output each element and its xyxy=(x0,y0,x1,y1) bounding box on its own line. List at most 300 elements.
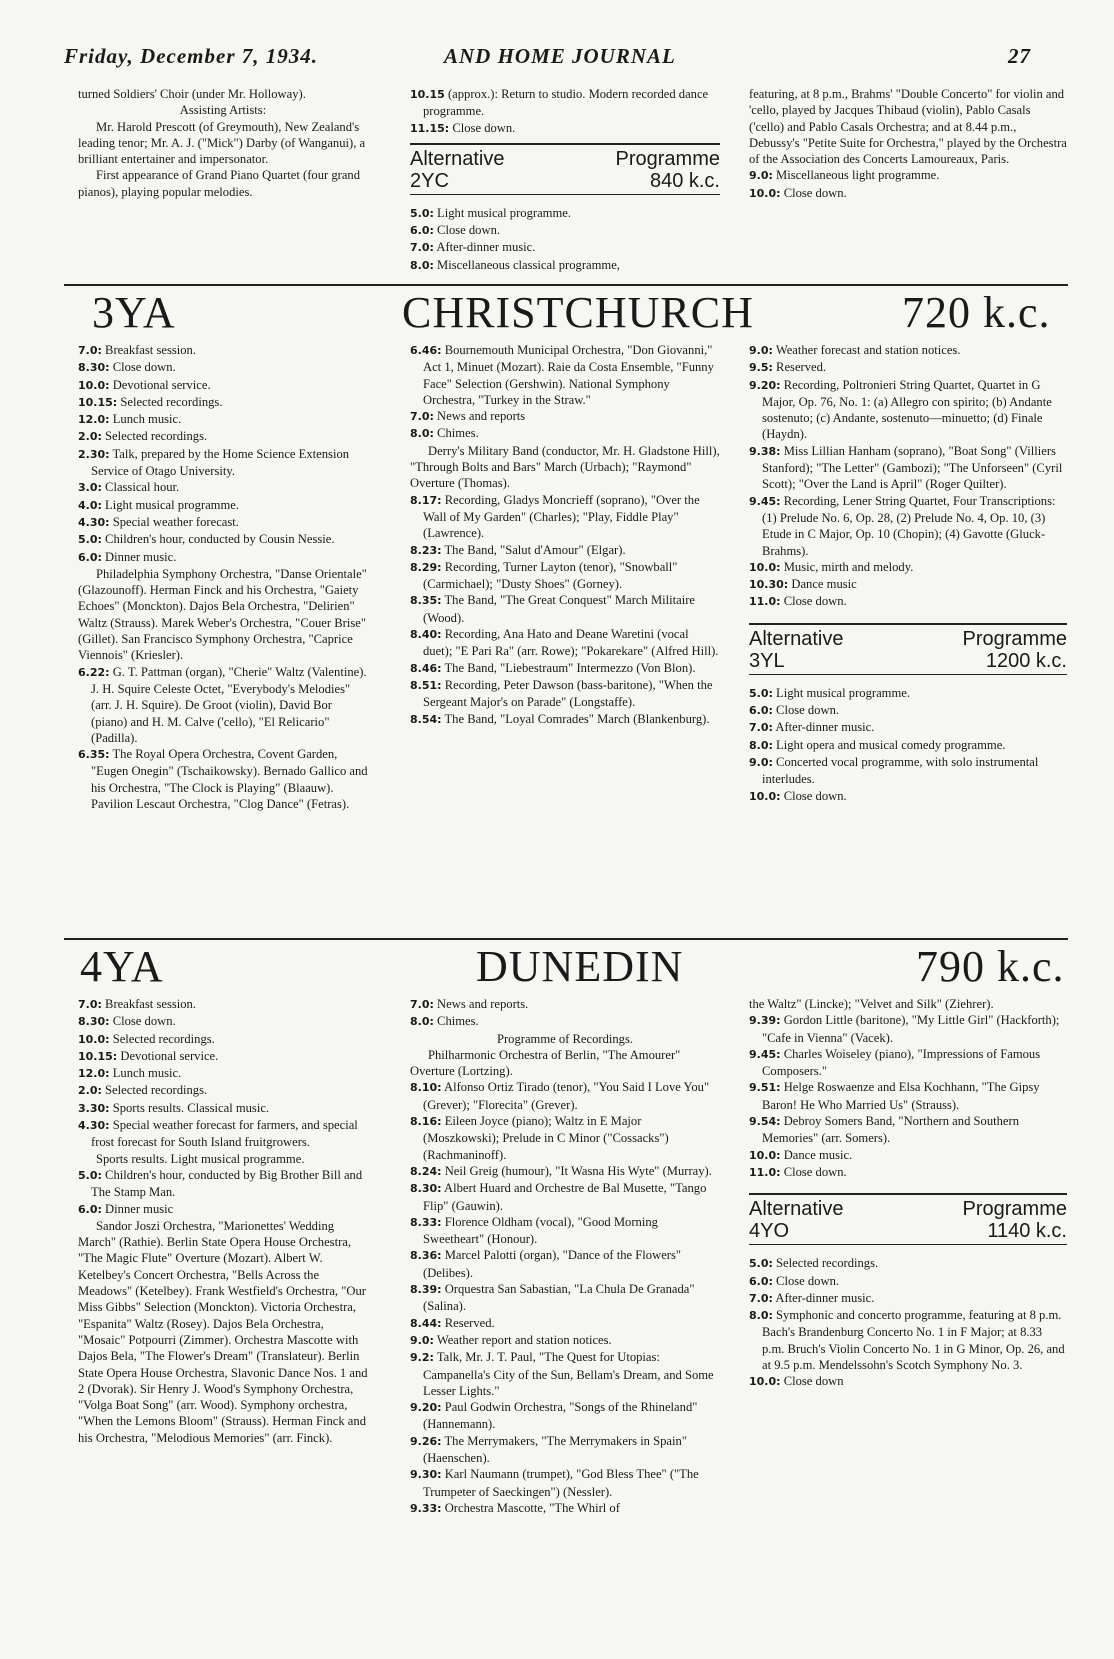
entry-time: 7.0: xyxy=(749,1291,773,1305)
entry-text: Close down. xyxy=(452,120,516,135)
station-callsign-4ya: 4YA xyxy=(80,942,164,991)
entry-text: Light opera and musical comedy programme. xyxy=(776,737,1006,752)
entry-time: 3.0: xyxy=(78,481,102,495)
entry-text: Charles Woiseley (piano), "Impressions of Famous Composers." xyxy=(762,1046,1041,1079)
entry-text: Recording, Lener String Quartet, Four Transcriptions: (1) Prelude No. 6, Op. 28, (2) Prelude No. 4, Op. 10, (3) Etude in C Major, Op. 10 (Chopin); (4) Gavotte (Gluck-Brahms). xyxy=(762,493,1056,558)
alt-station: 3YL xyxy=(749,649,785,672)
entry-text: Albert Huard and Orchestre de Bal Musette, "Tango Flip" (Gauwin). xyxy=(423,1181,707,1213)
entry-time: 8.35: xyxy=(410,594,442,608)
entry-text: Miscellaneous light programme. xyxy=(776,168,940,183)
entry-time: 2.30: xyxy=(78,447,110,461)
entry-time: 8.0: xyxy=(410,1015,434,1029)
entry-time: 5.0: xyxy=(78,533,102,547)
programme-entry xyxy=(410,626,720,660)
programme-entry xyxy=(410,1113,720,1163)
programme-entry xyxy=(749,359,1067,376)
programme-entry xyxy=(78,394,368,411)
entry-text: Debroy Somers Band, "Northern and Southern Memories" (arr. Somers). xyxy=(762,1114,1019,1146)
entry-time: 9.51: xyxy=(749,1081,781,1095)
entry-time: 5.0: xyxy=(749,1257,773,1271)
entry-time: 11.0: xyxy=(749,595,781,609)
entry-text: The Merrymakers, "The Merrymakers in Spain" (Haenschen). xyxy=(423,1433,687,1466)
entry-time: 9.38: xyxy=(749,444,781,458)
entry-time: 9.26: xyxy=(410,1434,442,1448)
entry-text: News and reports. xyxy=(437,997,529,1011)
entry-time: 8.46: xyxy=(410,661,442,675)
programme-entry xyxy=(410,1315,720,1332)
entry-text: Breakfast session. xyxy=(105,997,196,1011)
programme-entry xyxy=(78,497,368,514)
programme-entry xyxy=(749,559,1067,576)
programme-entry xyxy=(78,1151,368,1167)
entry-time: 8.30: xyxy=(410,1182,442,1196)
entry-time: 4.30: xyxy=(78,1119,110,1133)
programme-entry xyxy=(78,377,368,394)
alt-frequency: 840 k.c. xyxy=(649,169,720,192)
top-column-3 xyxy=(749,86,1067,202)
programme-entry xyxy=(78,102,368,118)
journal-title: AND HOME JOURNAL xyxy=(444,44,676,68)
entry-time: 8.10: xyxy=(410,1081,442,1095)
entry-time: 6.22: xyxy=(78,665,110,679)
alt-3yl-listings xyxy=(749,685,1067,805)
programme-entry xyxy=(749,685,1067,702)
alt-label: Alternative xyxy=(749,1198,844,1221)
entry-text: Dance music xyxy=(791,577,857,592)
programme-entry xyxy=(78,1013,368,1030)
entry-time: 6.0: xyxy=(749,1274,773,1288)
entry-text: After-dinner music. xyxy=(775,1290,875,1305)
entry-time: 8.0: xyxy=(410,427,434,441)
entry-time: 8.39: xyxy=(410,1283,442,1297)
entry-time: 6.35: xyxy=(78,748,110,762)
entry-time: 3.30: xyxy=(78,1101,110,1115)
programme-entry xyxy=(749,593,1067,610)
entry-time: 10.15: xyxy=(78,395,118,409)
programme-entry xyxy=(749,1147,1067,1164)
entry-time: 6.46: xyxy=(410,344,442,357)
entry-text: First appearance of Grand Piano Quartet (four grand pianos), playing popular melodies. xyxy=(78,168,361,199)
entry-time: 6.0: xyxy=(410,224,434,238)
entry-time: 7.0: xyxy=(78,344,102,357)
alt-frequency: 1140 k.c. xyxy=(987,1220,1067,1243)
entry-time: 9.39: xyxy=(749,1014,781,1028)
frequency-790: 790 k.c. xyxy=(916,942,1065,991)
programme-entry xyxy=(78,1048,368,1065)
christchurch-late-listings xyxy=(749,342,1067,611)
programme-entry xyxy=(78,411,368,428)
entry-time: 8.33: xyxy=(410,1215,442,1229)
alt-label: Alternative xyxy=(749,627,844,650)
entry-text: Recording, Ana Hato and Deane Waretini (vocal duet); "E Pari Ra" (arr. Rowe); "Pokarekare" (Alfred Hill). xyxy=(423,627,719,659)
alt-frequency: 1200 k.c. xyxy=(985,649,1067,672)
entry-text: Close down. xyxy=(776,703,840,718)
programme-entry xyxy=(410,1399,720,1433)
entry-time: 11.15: xyxy=(410,121,450,135)
entry-text: Marcel Palotti (organ), "Dance of the Flowers" (Delibes). xyxy=(423,1248,682,1280)
entry-time: 8.51: xyxy=(410,678,442,692)
entry-text: Talk, prepared by the Home Science Extension Service of Otago University. xyxy=(91,446,350,479)
entry-text: After-dinner music. xyxy=(775,720,875,735)
programme-entry xyxy=(749,1255,1067,1272)
programme-entry xyxy=(410,1433,720,1467)
programme-entry xyxy=(410,1031,720,1047)
programme-entry xyxy=(749,342,1067,359)
entry-text: Helge Roswaenze and Elsa Kochhann, "The Gipsy Baron! He Who Married Us" (Strauss). xyxy=(762,1080,1040,1112)
entry-text: After-dinner music. xyxy=(436,240,536,255)
programme-entry xyxy=(410,1180,720,1214)
dunedin-column-1 xyxy=(78,996,368,1446)
entry-text: the Waltz" (Lincke); "Velvet and Silk" (Ziehrer). xyxy=(749,997,994,1011)
entry-time: 10.30: xyxy=(749,578,789,592)
programme-entry xyxy=(78,1031,368,1048)
entry-text: Programme of Recordings. xyxy=(496,1031,634,1046)
programme-entry xyxy=(78,167,368,200)
programme-entry xyxy=(410,1013,720,1030)
programme-entry xyxy=(410,120,720,137)
entry-time: 10.15 xyxy=(410,88,445,101)
programme-entry xyxy=(410,711,720,728)
programme-entry xyxy=(410,677,720,711)
entry-text: Close down. xyxy=(112,360,176,375)
entry-text: Close down. xyxy=(783,185,847,200)
alt-programme-2yc xyxy=(410,143,720,195)
entry-time: 12.0: xyxy=(78,1067,110,1081)
top-col2-listings xyxy=(410,86,720,137)
programme-entry xyxy=(410,408,720,425)
programme-entry xyxy=(410,86,720,120)
programme-entry xyxy=(749,1290,1067,1307)
programme-entry xyxy=(410,205,720,222)
entry-time: 8.30: xyxy=(78,1015,110,1029)
programme-entry xyxy=(410,1466,720,1500)
entry-time: 11.0: xyxy=(749,1165,781,1179)
entry-text: Selected recordings. xyxy=(120,394,223,409)
entry-text: Close down. xyxy=(437,223,501,238)
programme-entry xyxy=(78,1218,368,1446)
programme-entry xyxy=(78,1201,368,1218)
entry-text: Miscellaneous classical programme, xyxy=(437,257,620,272)
entry-time: 7.0: xyxy=(410,998,434,1011)
entry-time: 4.0: xyxy=(78,498,102,512)
entry-time: 8.40: xyxy=(410,628,442,642)
entry-text: Karl Naumann (trumpet), "God Bless Thee" ("The Trumpeter of Saeckingen") (Nessler). xyxy=(423,1467,699,1499)
programme-entry xyxy=(78,531,368,548)
entry-text: Recording, Poltronieri String Quartet, Quartet in G Major, Op. 76, No. 1: (a) Allegro con spirito; (b) Andante sostenuto; (c) Andante, sostenuto—minuetto; (d) Finale (Haydn). xyxy=(762,377,1052,442)
entry-text: The Band, "The Great Conquest" March Militaire (Wood). xyxy=(423,593,696,625)
entry-text: Close down. xyxy=(783,1164,847,1179)
entry-time: 10.0: xyxy=(749,789,781,803)
programme-entry xyxy=(410,1349,720,1399)
programme-entry xyxy=(410,1047,720,1080)
page-header xyxy=(64,44,1068,70)
programme-entry xyxy=(410,559,720,593)
entry-text: Reserved. xyxy=(776,360,827,375)
entry-time: 9.20: xyxy=(749,378,781,392)
entry-time: 8.0: xyxy=(749,1309,773,1323)
programme-entry xyxy=(410,996,720,1013)
entry-text: Selected recordings. xyxy=(105,429,208,444)
programme-entry xyxy=(78,446,368,480)
top-column-1 xyxy=(78,86,368,200)
alt-station: 4YO xyxy=(749,1220,790,1243)
programme-entry xyxy=(78,86,368,102)
entry-text: Close down. xyxy=(783,788,847,803)
section-rule xyxy=(64,284,1068,286)
issue-date: Friday, December 7, 1934. xyxy=(64,44,319,68)
entry-time: 9.0: xyxy=(749,344,773,357)
entry-text: Orchestra Mascotte, "The Whirl of xyxy=(444,1500,620,1515)
entry-text: Light musical programme. xyxy=(437,205,571,220)
entry-text: Miss Lillian Hanham (soprano), "Boat Song" (Villiers Stanford); "The Letter" (Gambozi); "The Unforseen" (Cyril Scott); "Over the Land is April" (Roger Quilter). xyxy=(762,443,1063,492)
entry-time: 10.0: xyxy=(78,1032,110,1046)
entry-time: 10.0: xyxy=(749,1375,781,1389)
entry-text: Selected recordings. xyxy=(776,1256,879,1271)
programme-entry xyxy=(410,443,720,492)
entry-text: Chimes. xyxy=(437,426,479,441)
dunedin-column-3 xyxy=(749,996,1067,1391)
programme-entry xyxy=(78,342,368,359)
dunedin-late-listings xyxy=(749,996,1067,1181)
entry-time: 6.0: xyxy=(78,1202,102,1216)
entry-time: 8.0: xyxy=(410,258,434,272)
entry-time: 10.0: xyxy=(749,560,781,574)
entry-text: Talk, Mr. J. T. Paul, "The Quest for Utopias: Campanella's City of the Sun, Bellam's Dream, and Some Lesser Lights." xyxy=(423,1350,714,1398)
entry-text: Philadelphia Symphony Orchestra, "Danse Orientale" (Glazounoff). Herman Finck and his Orchestra, "Gaiety Echoes" (Monckton). Dajos Bela Orchestra, "Delirien" Waltz (Strauss). Marek Weber's Orchestra, "Couer Brise" (Gillet). San Francisco Symphony Orchestra, "Caprice Viennois" (Kriesler). xyxy=(78,566,367,663)
entry-time: 9.0: xyxy=(749,755,773,769)
entry-text: Breakfast session. xyxy=(105,343,196,357)
entry-text: G. T. Pattman (organ), "Cherie" Waltz (Valentine). J. H. Squire Celeste Octet, "Everybody's Melodies" (arr. J. H. Squire). De Groot (violin), David Bor (piano) and H. M. Calve ('cello), "El Relicario" (Padilla). xyxy=(91,664,367,745)
entry-text: Devotional service. xyxy=(120,1048,219,1063)
entry-time: 9.45: xyxy=(749,1047,781,1061)
programme-entry xyxy=(749,1373,1067,1390)
entry-time: 8.0: xyxy=(749,738,773,752)
entry-text: Symphonic and concerto programme, featuring at 8 p.m. Bach's Brandenburg Concerto No. 1 in F Major; at 8.33 p.m. Bruch's Violin Concerto No. 1 in G Minor, Op. 26, and at 9.5 p.m. Mendelssohn's Scotch Symphony No. 3. xyxy=(762,1308,1065,1373)
alt-station: 2YC xyxy=(410,169,449,192)
entry-time: 8.16: xyxy=(410,1115,442,1129)
programme-entry xyxy=(410,542,720,559)
entry-time: 8.17: xyxy=(410,493,442,507)
programme-entry xyxy=(749,1046,1067,1080)
programme-entry xyxy=(410,1163,720,1180)
entry-time: 8.36: xyxy=(410,1249,442,1263)
entry-text: Devotional service. xyxy=(112,377,211,392)
entry-text: Selected recordings. xyxy=(105,1083,208,1098)
entry-time: 7.0: xyxy=(78,998,102,1011)
entry-text: Bournemouth Municipal Orchestra, "Don Giovanni," Act 1, Minuet (Mozart). Raie da Costa Ensemble, "Funny Face" Selection (Gershwin). National Symphony Orchestra, "Turkey in the Straw." xyxy=(423,343,714,407)
entry-text: Alfonso Ortiz Tirado (tenor), "You Said I Love You" (Grever); "Florecita" (Grever). xyxy=(423,1080,710,1112)
entry-text: Selected recordings. xyxy=(112,1031,215,1046)
entry-time: 10.0: xyxy=(749,186,781,200)
programme-entry xyxy=(410,1214,720,1248)
programme-entry xyxy=(749,754,1067,788)
entry-time: 8.54: xyxy=(410,712,442,726)
programme-entry xyxy=(78,1167,368,1201)
programme-entry xyxy=(749,702,1067,719)
entry-text: Dance music. xyxy=(783,1147,853,1162)
entry-time: 9.30: xyxy=(410,1468,442,1482)
programme-entry xyxy=(78,1065,368,1082)
entry-text: Classical hour. xyxy=(105,480,180,495)
entry-time: 8.23: xyxy=(410,543,442,557)
entry-text: Children's hour, conducted by Big Brother Bill and The Stamp Man. xyxy=(91,1167,363,1200)
entry-text: (approx.): Return to studio. Modern recorded dance programme. xyxy=(423,87,709,119)
entry-time: 10.15: xyxy=(78,1049,118,1063)
entry-time: 6.0: xyxy=(749,704,773,718)
programme-entry xyxy=(749,185,1067,202)
entry-text: turned Soldiers' Choir (under Mr. Holloway). xyxy=(78,87,306,101)
programme-entry xyxy=(78,549,368,566)
alt-programme-label: Programme xyxy=(962,1198,1067,1221)
programme-entry xyxy=(78,1100,368,1117)
entry-time: 2.0: xyxy=(78,430,102,444)
christchurch-column-1 xyxy=(78,342,368,812)
programme-entry xyxy=(78,996,368,1013)
city-christchurch: CHRISTCHURCH xyxy=(402,288,754,337)
programme-entry xyxy=(410,342,720,408)
entry-text: Chimes. xyxy=(437,1014,479,1029)
christchurch-section xyxy=(64,342,1068,932)
programme-entry xyxy=(410,222,720,239)
entry-text: Close down. xyxy=(112,1014,176,1029)
entry-time: 9.20: xyxy=(410,1401,442,1415)
entry-text: News and reports xyxy=(437,409,526,424)
programme-entry xyxy=(410,1079,720,1113)
entry-time: 5.0: xyxy=(410,206,434,220)
entry-time: 5.0: xyxy=(78,1168,102,1182)
programme-entry xyxy=(749,86,1067,167)
programme-entry xyxy=(410,239,720,256)
entry-time: 8.30: xyxy=(78,361,110,375)
entry-time: 8.29: xyxy=(410,560,442,574)
entry-text: Special weather forecast. xyxy=(112,514,239,529)
station-callsign-3ya: 3YA xyxy=(92,288,176,337)
entry-time: 5.0: xyxy=(749,686,773,700)
alt-2yc-listings xyxy=(410,205,720,274)
entry-text: Lunch music. xyxy=(112,412,182,427)
alt-programme-label: Programme xyxy=(962,627,1067,650)
alt-label: Alternative xyxy=(410,147,505,170)
entry-text: Music, mirth and melody. xyxy=(783,559,914,574)
programme-entry xyxy=(410,1332,720,1349)
entry-text: Recording, Gladys Moncrieff (soprano), "Over the Wall of My Garden" (Charles); "Play, Fiddle Play" (Lawrence). xyxy=(423,492,700,541)
entry-text: featuring, at 8 p.m., Brahms' "Double Concerto" for violin and 'cello, played by Jacques Thibaud (violin), Pablo Casals ('cello) and Pablo Casals Orchestra; and at 8.44 p.m., Debussy's "Petite Suite for Orchestra," played by the Orchestra of the Association des Concerts Lamoureaux, Paris. xyxy=(749,87,1067,167)
entry-time: 10.0: xyxy=(78,378,110,392)
entry-text: The Band, "Liebestraum" Intermezzo (Von Blon). xyxy=(444,660,696,675)
section-rule xyxy=(64,938,1068,940)
entry-text: Dinner music xyxy=(105,1201,174,1216)
programme-entry xyxy=(78,514,368,531)
programme-entry xyxy=(78,746,368,812)
programme-entry xyxy=(78,1117,368,1151)
entry-text: Weather forecast and station notices. xyxy=(775,343,961,357)
entry-time: 7.0: xyxy=(410,241,434,255)
entry-text: Children's hour, conducted by Cousin Nessie. xyxy=(105,532,335,547)
entry-text: Sports results. Classical music. xyxy=(112,1100,270,1115)
programme-entry xyxy=(410,425,720,442)
programme-entry xyxy=(410,257,720,274)
programme-entry xyxy=(749,377,1067,443)
entry-text: Neil Greig (humour), "It Wasna His Wyte" (Murray). xyxy=(444,1163,712,1178)
programme-entry xyxy=(749,788,1067,805)
entry-text: Close down. xyxy=(776,1273,840,1288)
entry-time: 9.5: xyxy=(749,361,773,375)
entry-text: Sports results. Light musical programme. xyxy=(96,1151,305,1166)
entry-text: Philharmonic Orchestra of Berlin, "The Amourer" Overture (Lortzing). xyxy=(410,1047,681,1079)
entry-time: 9.33: xyxy=(410,1501,442,1515)
entry-text: Mr. Harold Prescott (of Greymouth), New Zealand's leading tenor; Mr. A. J. ("Mick") Darby (of Wanganui), a brilliant entertainer and impersonator. xyxy=(78,119,366,167)
alt-4yo-listings xyxy=(749,1255,1067,1390)
entry-text: The Band, "Salut d'Amour" (Elgar). xyxy=(444,542,626,557)
entry-text: Special weather forecast for farmers, and special frost forecast for South Island fruitgrowers. xyxy=(91,1118,358,1150)
programme-entry xyxy=(410,660,720,677)
entry-text: Close down xyxy=(783,1374,844,1389)
programme-entry xyxy=(78,359,368,376)
programme-entry xyxy=(749,1164,1067,1181)
alt-programme-label: Programme xyxy=(615,147,720,170)
entry-time: 12.0: xyxy=(78,413,110,427)
programme-entry xyxy=(749,167,1067,184)
programme-entry xyxy=(749,1307,1067,1373)
entry-time: 10.0: xyxy=(749,1148,781,1162)
entry-text: Recording, Peter Dawson (bass-baritone), "When the Sergeant Major's on Parade" (Longstaffe). xyxy=(423,677,713,710)
programme-entry xyxy=(78,1082,368,1099)
city-dunedin: DUNEDIN xyxy=(476,942,684,991)
alt-programme-4yo xyxy=(749,1193,1067,1245)
entry-text: Concerted vocal programme, with solo instrumental interludes. xyxy=(762,754,1039,787)
programme-entry xyxy=(749,1273,1067,1290)
entry-time: 4.30: xyxy=(78,515,110,529)
entry-text: Eileen Joyce (piano); Waltz in E Major (Moszkowski); Prelude in C Minor ("Cossacks") (Rachmaninoff). xyxy=(423,1114,669,1162)
programme-entry xyxy=(749,493,1067,559)
entry-time: 9.45: xyxy=(749,494,781,508)
entry-text: The Royal Opera Orchestra, Covent Garden, "Eugen Onegin" (Tschaikowsky). Bernado Gallico and his Orchestra, "The Clock is Playing" (Blaauw). Pavilion Lescaut Orchestra, "Clog Dance" (Fetras). xyxy=(91,747,368,812)
entry-time: 8.24: xyxy=(410,1164,442,1178)
programme-entry xyxy=(749,1079,1067,1113)
entry-text: Dinner music. xyxy=(105,549,177,564)
programme-entry xyxy=(749,737,1067,754)
entry-time: 9.0: xyxy=(410,1333,434,1347)
frequency-720: 720 k.c. xyxy=(902,288,1051,337)
entry-text: Paul Godwin Orchestra, "Songs of the Rhineland" (Hannemann). xyxy=(423,1400,698,1432)
entry-text: Weather report and station notices. xyxy=(436,1332,612,1347)
entry-text: Florence Oldham (vocal), "Good Morning Sweetheart" (Honour). xyxy=(423,1214,658,1247)
entry-text: Close down. xyxy=(783,594,847,609)
programme-entry xyxy=(749,996,1067,1012)
programme-entry xyxy=(410,1281,720,1315)
programme-entry xyxy=(78,119,368,168)
dunedin-column-2 xyxy=(410,996,720,1517)
entry-text: Light musical programme. xyxy=(105,497,239,512)
programme-entry xyxy=(749,1012,1067,1046)
programme-entry xyxy=(78,664,368,746)
entry-text: Sandor Joszi Orchestra, "Marionettes' Wedding March" (Rathie). Berlin State Opera House Orchestra, "The Magic Flute" Overture (Mozart). Albert W. Ketelbey's Concert Orchestra, "Bells Across the Meadows" (Ketelbey). Frank Westfield's Orchestra, "Our Miss Gibbs" Selection (Monckton). Victoria Orchestra, "Espanita" Waltz (Rosey). Dajos Bela Orchestra, "Mosaic" Potpourri (Zimmer). Orchestra Mascotte with Dajos Bela, "The Flower's Dream" (Translateur). Berlin State Opera House Orchestra, Slavonic Dance Nos. 1 and 2 (Dvorak). Sir Henry J. Wood's Symphony Orchestra, "Volga Boat Song" (arr. Wood). Symphony orchestra, "When the Lemons Bloom" (Strauss). Herman Finck and his Orchestra, "Melodious Memories" (arr. Finck). xyxy=(78,1218,368,1445)
entry-text: Recording, Turner Layton (tenor), "Snowball" (Carmichael); "Dusty Shoes" (Gorney). xyxy=(423,559,678,592)
entry-time: 9.2: xyxy=(410,1351,434,1365)
programme-entry xyxy=(749,719,1067,736)
entry-text: The Band, "Loyal Comrades" March (Blankenburg). xyxy=(444,711,710,726)
programme-entry xyxy=(78,566,368,664)
christchurch-column-2 xyxy=(410,342,720,728)
entry-text: Assisting Artists: xyxy=(179,103,267,118)
page-number: 27 xyxy=(1008,44,1031,68)
programme-entry xyxy=(410,492,720,542)
entry-time: 7.0: xyxy=(410,410,434,424)
top-column-2 xyxy=(410,86,720,274)
programme-entry xyxy=(78,479,368,496)
entry-time: 8.44: xyxy=(410,1316,442,1330)
entry-time: 9.0: xyxy=(749,169,773,183)
